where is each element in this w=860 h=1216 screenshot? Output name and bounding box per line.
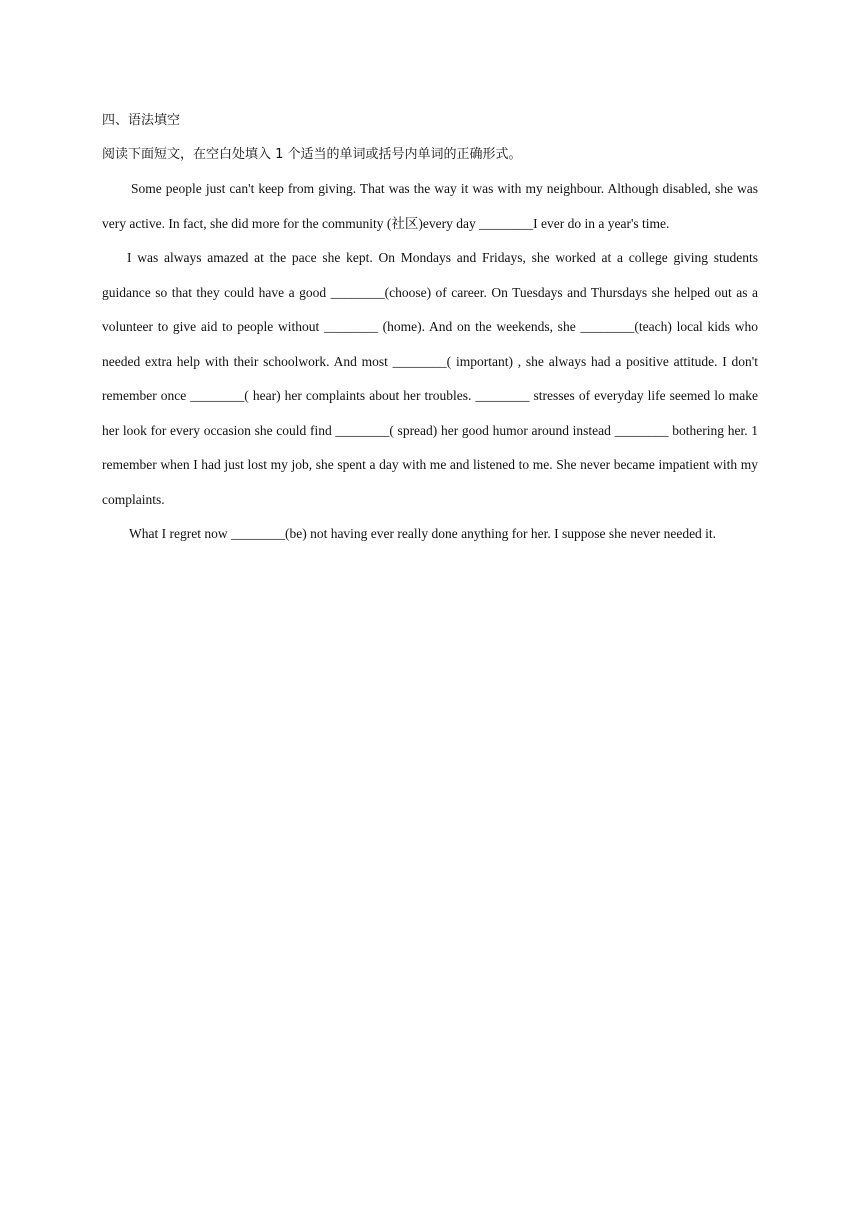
passage-paragraph-2	[102, 241, 758, 517]
paragraph-3-text: What I regret now ________(be) not having ever really done anything for her. I suppose she never needed it.	[129, 526, 717, 541]
exercise-section	[102, 104, 758, 552]
passage-paragraph-3	[102, 517, 758, 552]
paragraph-1-text: Some people just can't keep from giving. That was the way it was with my neighbour. Although disabled, she was very active. In fact, she did more for the community (社区)every day ________I ever do in a year's time.	[102, 181, 758, 231]
section-title: 四、语法填空	[102, 113, 181, 128]
passage-paragraph-1	[102, 172, 758, 241]
paragraph-2-text: I was always amazed at the pace she kept. On Mondays and Fridays, she worked at a college giving students guidance so that they could have a good ________(choose) of career. On Tuesdays and Thursdays she helped out as a volunteer to give aid to people without ________ (home). And on the weekends, she ________(teach) local kids who needed extra help with their schoolwork. And most ________( important) , she always had a positive attitude. I don't remember once ________( hear) her complaints about her troubles. ________ stresses of everyday life seemed lo make her look for every occasion she could find ________( spread) her good humor around instead ________ bothering her. 1 remember when I had just lost my job, she spent a day with me and listened to me. She never became impatient with my complaints.	[102, 250, 758, 507]
section-instruction: 阅读下面短文，在空白处填入 1 个适当的单词或括号内单词的正确形式。	[102, 147, 522, 162]
